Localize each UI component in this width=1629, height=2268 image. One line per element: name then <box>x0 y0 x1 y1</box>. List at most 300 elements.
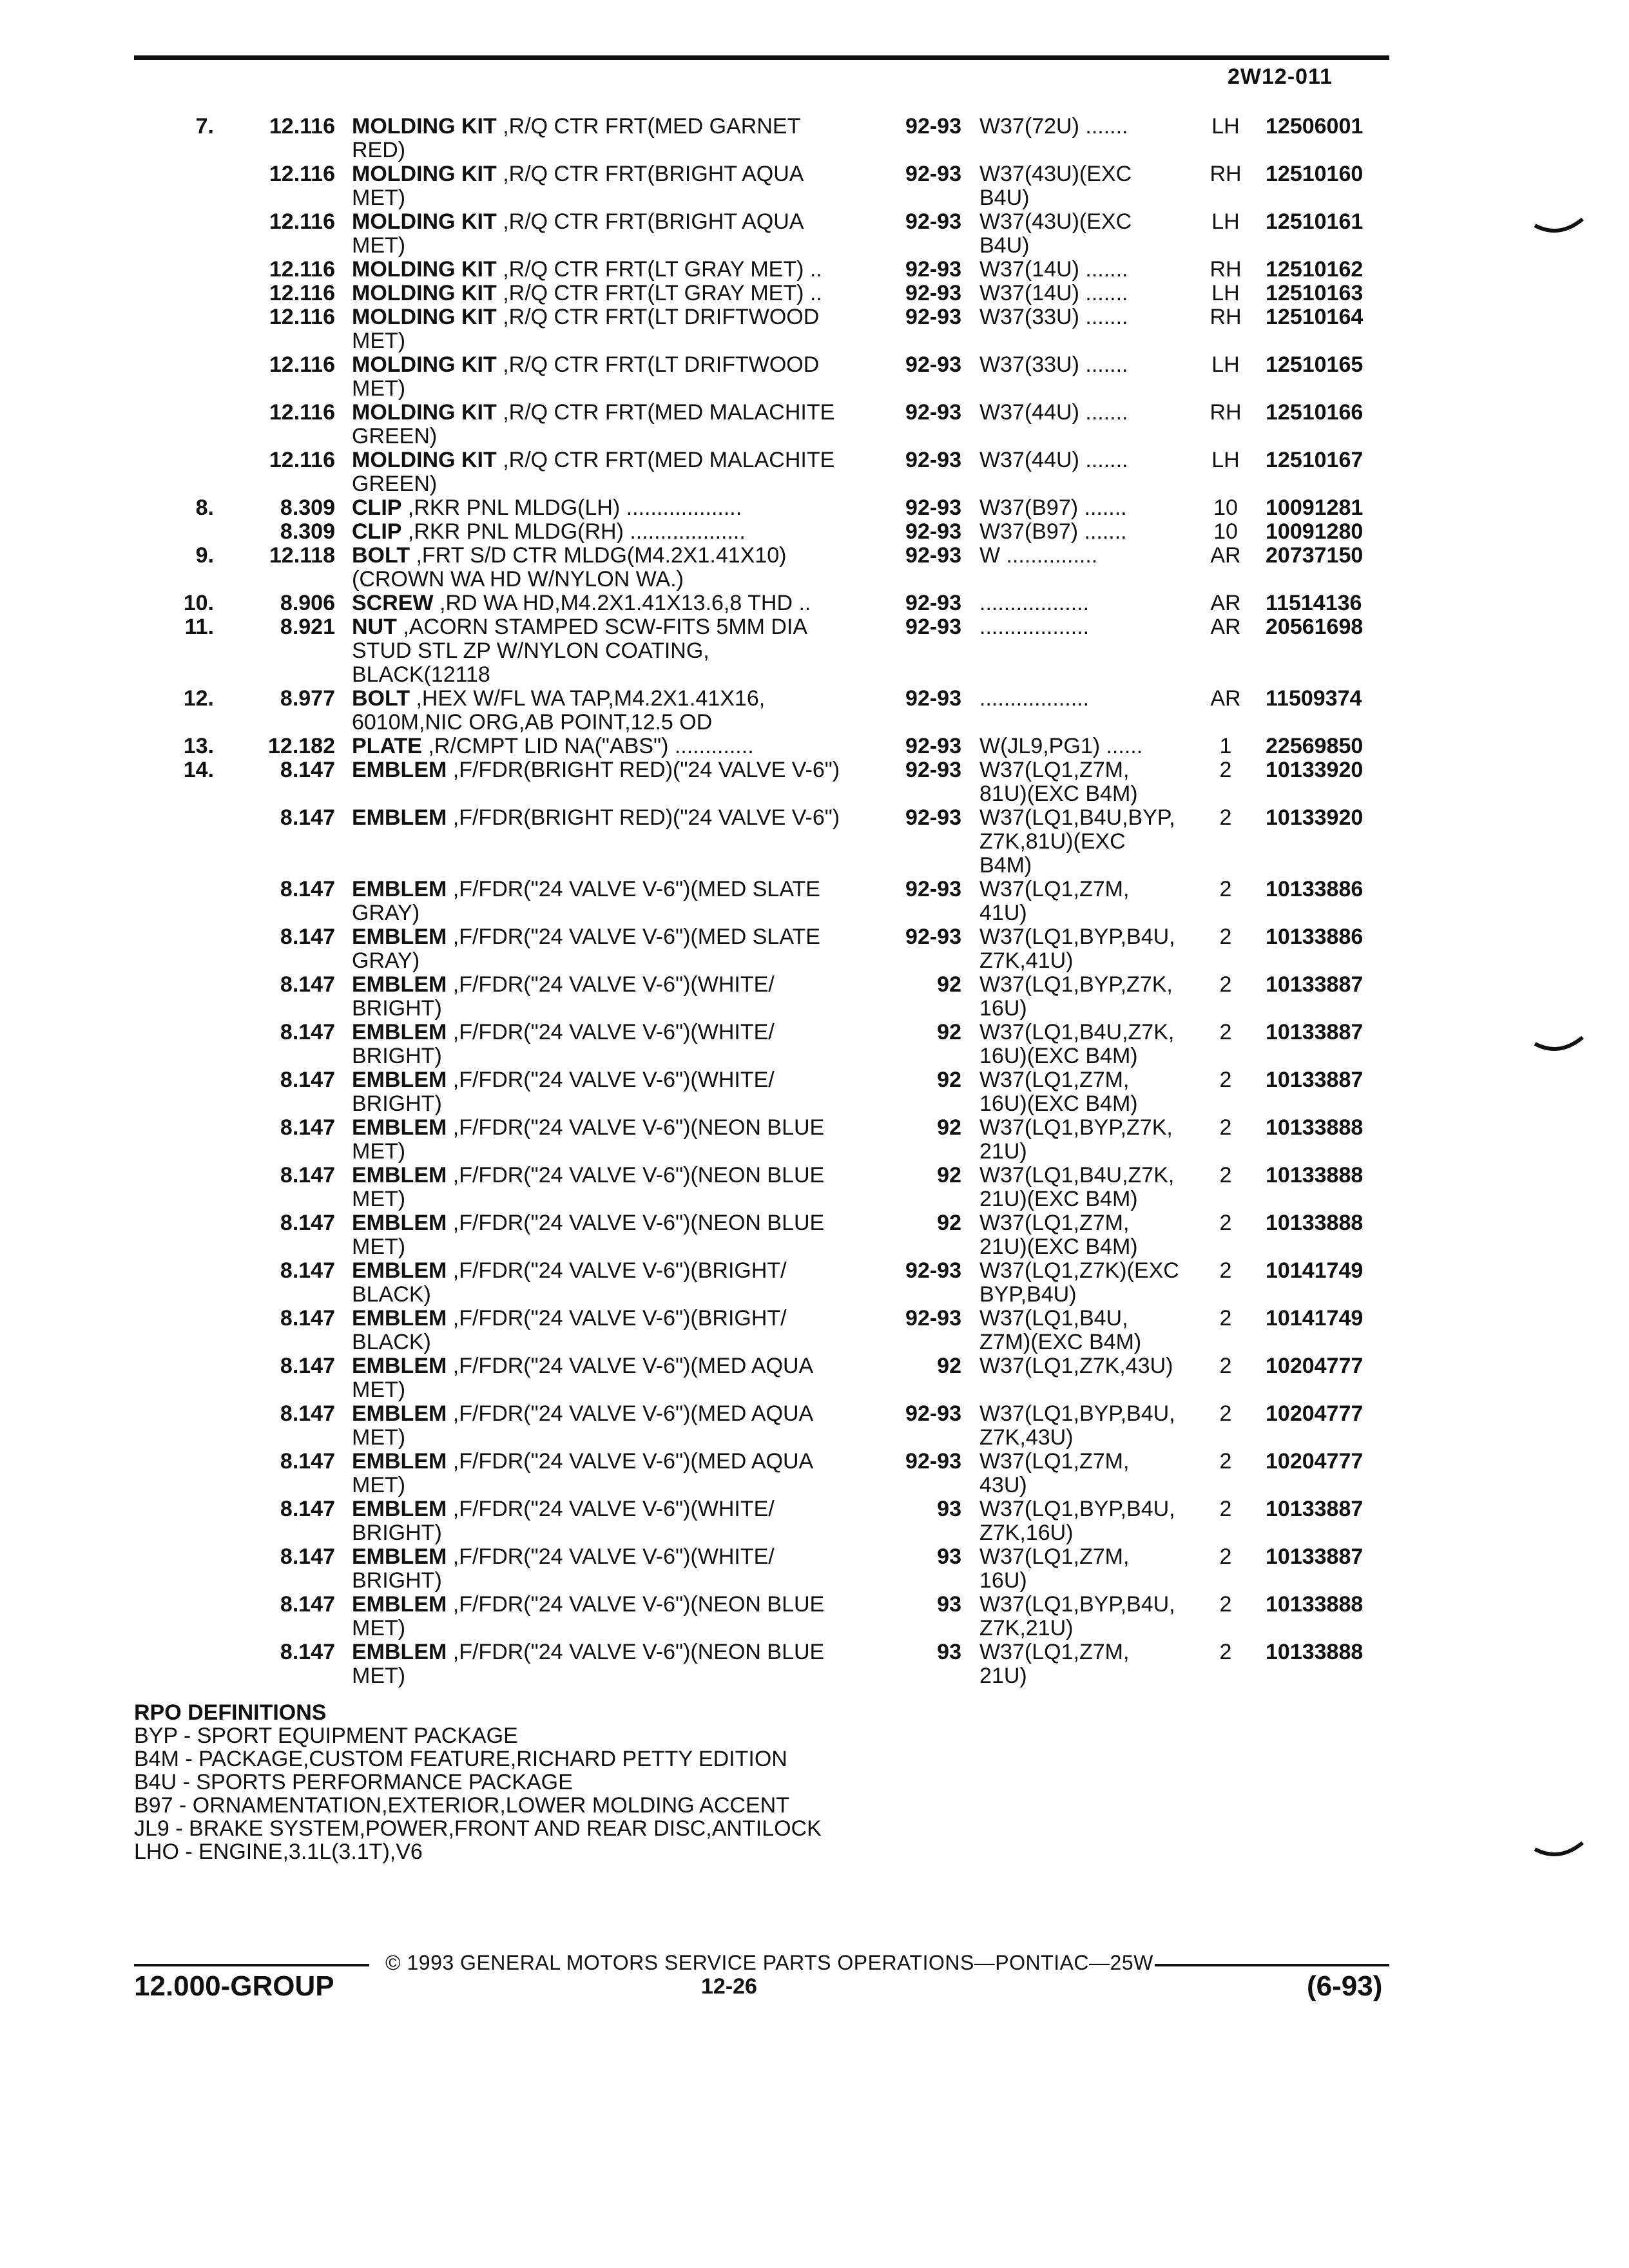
part-description-text: ,F/FDR("24 VALVE V-6")(NEON BLUE MET) <box>352 1640 825 1688</box>
item-number: 12. <box>183 686 214 711</box>
quantity: LH <box>1211 352 1240 377</box>
model-years: 92-93 <box>905 448 961 472</box>
part-description <box>352 1116 875 1164</box>
model-years: 92 <box>937 1115 961 1140</box>
part-row <box>0 615 1629 687</box>
group-number: 8.147 <box>280 925 335 949</box>
part-row <box>0 1450 1629 1497</box>
group-number: 8.147 <box>280 758 335 782</box>
part-row <box>0 1640 1629 1688</box>
part-description-text: ,RKR PNL MLDG(RH) ................... <box>401 519 746 544</box>
usage-code: W(JL9,PG1) ...... <box>979 734 1143 758</box>
model-years: 92-93 <box>905 114 961 139</box>
part-name: EMBLEM <box>352 972 447 997</box>
usage-code: W37(LQ1,Z7M, 16U) <box>979 1544 1130 1593</box>
group-number: 12.182 <box>268 734 335 758</box>
usage-code: W37(33U) ....... <box>979 352 1128 377</box>
model-years: 92 <box>937 1068 961 1092</box>
usage-code: W37(LQ1,Z7K,43U) <box>979 1354 1173 1378</box>
part-name: MOLDING KIT <box>352 281 497 305</box>
group-number: 12.118 <box>269 543 335 568</box>
usage-code: W37(B97) ....... <box>979 519 1127 544</box>
part-description-text: ,F/FDR("24 VALVE V-6")(NEON BLUE MET) <box>352 1115 825 1164</box>
part-number: 12510164 <box>1266 305 1364 329</box>
part-name: EMBLEM <box>352 1068 447 1092</box>
part-name: CLIP <box>352 495 402 520</box>
group-number: 8.147 <box>280 972 335 997</box>
rpo-item: LHO - ENGINE,3.1L(3.1T),V6 <box>134 1840 423 1864</box>
part-description-text: ,F/FDR(BRIGHT RED)("24 VALVE V-6") <box>447 758 840 782</box>
part-description <box>352 1497 875 1545</box>
quantity: 10 <box>1213 495 1238 520</box>
part-description <box>352 925 875 973</box>
part-description <box>352 448 875 496</box>
scan-mark-icon <box>1534 213 1585 238</box>
model-years: 92-93 <box>905 543 961 568</box>
part-number: 20737150 <box>1266 543 1364 568</box>
part-description <box>352 615 875 687</box>
rpo-item: B97 - ORNAMENTATION,EXTERIOR,LOWER MOLDING ACCENT <box>134 1793 789 1818</box>
part-row <box>0 1068 1629 1116</box>
part-description-text: ,F/FDR("24 VALVE V-6")(MED AQUA MET) <box>352 1354 814 1402</box>
part-description-text: ,HEX W/FL WA TAP,M4.2X1.41X16, 6010M,NIC ORG,AB POINT,12.5 OD <box>352 686 766 735</box>
group-number: 8.309 <box>280 519 335 544</box>
part-description-text: ,F/FDR("24 VALVE V-6")(WHITE/ BRIGHT) <box>352 1497 775 1545</box>
group-number: 8.147 <box>280 1258 335 1283</box>
part-description <box>352 115 875 162</box>
group-number: 8.147 <box>280 1163 335 1187</box>
part-description <box>352 1211 875 1259</box>
part-description <box>352 401 875 448</box>
part-name: EMBLEM <box>352 1020 447 1044</box>
usage-code: W37(LQ1,B4U,BYP, Z7K,81U)(EXC B4M) <box>979 805 1175 878</box>
usage-code: W37(LQ1,Z7M, 43U) <box>979 1449 1130 1497</box>
part-description-text: ,ACORN STAMPED SCW-FITS 5MM DIA STUD STL ZP W/NYLON COATING, BLACK(12118 <box>352 615 808 687</box>
group-number: 8.977 <box>280 686 335 711</box>
quantity: RH <box>1210 400 1242 425</box>
item-number: 13. <box>183 734 214 758</box>
part-description-text: ,RKR PNL MLDG(LH) ................... <box>401 495 742 520</box>
group-label: 12.000-GROUP <box>134 1970 334 2002</box>
item-number: 7. <box>195 114 214 139</box>
part-row <box>0 448 1629 496</box>
group-number: 8.147 <box>280 1115 335 1140</box>
model-years: 93 <box>937 1497 961 1521</box>
part-number: 12510163 <box>1266 281 1364 305</box>
part-name: EMBLEM <box>352 1497 447 1521</box>
part-description <box>352 1354 875 1402</box>
group-number: 8.147 <box>280 1211 335 1235</box>
part-number: 10133888 <box>1266 1115 1364 1140</box>
part-number: 10133920 <box>1266 758 1364 782</box>
part-description <box>352 210 875 258</box>
part-description <box>352 1068 875 1116</box>
part-description <box>352 735 875 758</box>
part-row <box>0 162 1629 210</box>
part-description-text: ,F/FDR("24 VALVE V-6")(MED SLATE GRAY) <box>352 877 820 925</box>
model-years: 92-93 <box>905 281 961 305</box>
part-description-text: ,F/FDR("24 VALVE V-6")(WHITE/ BRIGHT) <box>352 1020 775 1068</box>
part-row <box>0 401 1629 448</box>
usage-code: W37(72U) ....... <box>979 114 1128 139</box>
model-years: 92 <box>937 1211 961 1235</box>
part-row <box>0 1545 1629 1593</box>
part-name: SCREW <box>352 591 434 615</box>
group-number: 8.147 <box>280 1449 335 1474</box>
rpo-item: B4M - PACKAGE,CUSTOM FEATURE,RICHARD PETTY EDITION <box>134 1747 787 1771</box>
part-row <box>0 758 1629 806</box>
part-name: BOLT <box>352 543 410 568</box>
part-name: MOLDING KIT <box>352 209 497 234</box>
part-description-text: ,F/FDR("24 VALVE V-6")(MED SLATE GRAY) <box>352 925 820 973</box>
rpo-title: RPO DEFINITIONS <box>134 1700 327 1725</box>
part-description <box>352 353 875 401</box>
usage-code: W37(LQ1,Z7M, 41U) <box>979 877 1130 925</box>
part-description-text: ,R/Q CTR FRT(MED GARNET RED) <box>352 114 801 162</box>
part-row <box>0 1259 1629 1307</box>
usage-code: W37(44U) ....... <box>979 448 1128 472</box>
model-years: 92-93 <box>905 209 961 234</box>
part-number: 10141749 <box>1266 1306 1364 1331</box>
model-years: 92-93 <box>905 305 961 329</box>
quantity: LH <box>1211 448 1240 472</box>
part-description-text: ,F/FDR("24 VALVE V-6")(WHITE/ BRIGHT) <box>352 1544 775 1593</box>
quantity: 2 <box>1219 1115 1232 1140</box>
part-row <box>0 115 1629 162</box>
usage-code: W37(LQ1,BYP,B4U, Z7K,43U) <box>979 1401 1175 1450</box>
quantity: 2 <box>1219 877 1232 901</box>
part-description <box>352 162 875 210</box>
part-description <box>352 878 875 925</box>
usage-code: W37(LQ1,Z7M, 81U)(EXC B4M) <box>979 758 1138 806</box>
part-row <box>0 806 1629 878</box>
part-number: 12510162 <box>1266 257 1364 282</box>
part-description <box>352 973 875 1021</box>
part-name: EMBLEM <box>352 1163 447 1187</box>
part-description-text: ,F/FDR("24 VALVE V-6")(NEON BLUE MET) <box>352 1163 825 1211</box>
part-row <box>0 520 1629 544</box>
quantity: 2 <box>1219 1068 1232 1092</box>
group-number: 8.147 <box>280 1306 335 1331</box>
part-row <box>0 1021 1629 1068</box>
quantity: 2 <box>1219 1640 1232 1664</box>
part-description-text: ,F/FDR("24 VALVE V-6")(NEON BLUE MET) <box>352 1592 825 1640</box>
quantity: AR <box>1210 543 1241 568</box>
part-number: 11514136 <box>1266 591 1362 615</box>
part-row <box>0 544 1629 591</box>
quantity: LH <box>1211 209 1240 234</box>
part-row <box>0 1402 1629 1450</box>
part-description-text: ,F/FDR("24 VALVE V-6")(MED AQUA MET) <box>352 1401 814 1450</box>
part-name: CLIP <box>352 519 402 544</box>
part-row <box>0 1116 1629 1164</box>
part-name: MOLDING KIT <box>352 257 497 282</box>
part-row <box>0 353 1629 401</box>
usage-code: W37(LQ1,B4U,Z7K, 21U)(EXC B4M) <box>979 1163 1175 1211</box>
group-number: 8.147 <box>280 1497 335 1521</box>
quantity: LH <box>1211 114 1240 139</box>
model-years: 92-93 <box>905 495 961 520</box>
group-number: 8.147 <box>280 1354 335 1378</box>
part-number: 10091280 <box>1266 519 1364 544</box>
part-description-text: ,R/Q CTR FRT(BRIGHT AQUA MET) <box>352 209 804 258</box>
quantity: 2 <box>1219 1449 1232 1474</box>
quantity: 2 <box>1219 1258 1232 1283</box>
part-description-text: ,R/Q CTR FRT(LT GRAY MET) .. <box>496 281 822 305</box>
part-description <box>352 520 875 544</box>
quantity: RH <box>1210 162 1242 186</box>
part-description <box>352 1402 875 1450</box>
quantity: 10 <box>1213 519 1238 544</box>
part-name: MOLDING KIT <box>352 162 497 186</box>
part-number: 20561698 <box>1266 615 1364 639</box>
copyright-notice: © 1993 GENERAL MOTORS SERVICE PARTS OPERATIONS—PONTIAC—25W <box>385 1951 1153 1974</box>
part-description <box>352 258 875 282</box>
model-years: 92-93 <box>905 519 961 544</box>
part-name: EMBLEM <box>352 758 447 782</box>
part-number: 10133887 <box>1266 1497 1364 1521</box>
item-number: 8. <box>195 495 214 520</box>
part-number: 12510161 <box>1266 209 1364 234</box>
usage-code: W37(LQ1,Z7M, 21U) <box>979 1640 1130 1688</box>
part-row <box>0 305 1629 353</box>
quantity: 2 <box>1219 1211 1232 1235</box>
part-description-text: ,R/Q CTR FRT(MED MALACHITE GREEN) <box>352 400 835 448</box>
part-name: MOLDING KIT <box>352 400 497 425</box>
model-years: 92-93 <box>905 686 961 711</box>
model-years: 92 <box>937 1354 961 1378</box>
part-number: 10133888 <box>1266 1592 1364 1617</box>
quantity: 2 <box>1219 1497 1232 1521</box>
part-description <box>352 758 875 782</box>
usage-code: .................. <box>979 686 1090 711</box>
part-number: 10133887 <box>1266 972 1364 997</box>
part-row <box>0 210 1629 258</box>
part-name: EMBLEM <box>352 1306 447 1331</box>
footer-rule-right <box>1155 1964 1389 1966</box>
part-description <box>352 591 875 615</box>
quantity: LH <box>1211 281 1240 305</box>
part-name: EMBLEM <box>352 1401 447 1426</box>
group-number: 8.147 <box>280 1020 335 1044</box>
usage-code: W37(14U) ....... <box>979 257 1128 282</box>
part-description-text: ,R/Q CTR FRT(MED MALACHITE GREEN) <box>352 448 835 496</box>
part-number: 10204777 <box>1266 1401 1364 1426</box>
model-years: 92-93 <box>905 400 961 425</box>
part-row <box>0 1164 1629 1211</box>
group-number: 8.147 <box>280 1401 335 1426</box>
part-number: 12510167 <box>1266 448 1364 472</box>
part-number: 10133888 <box>1266 1211 1364 1235</box>
quantity: AR <box>1210 615 1241 639</box>
group-number: 8.309 <box>280 495 335 520</box>
revision-date: (6-93) <box>1307 1970 1383 2002</box>
part-description-text: ,F/FDR("24 VALVE V-6")(WHITE/ BRIGHT) <box>352 1068 775 1116</box>
usage-code: W37(LQ1,BYP,B4U, Z7K,41U) <box>979 925 1175 973</box>
part-number: 10133888 <box>1266 1640 1364 1664</box>
group-number: 8.906 <box>280 591 335 615</box>
group-number: 12.116 <box>269 209 335 234</box>
usage-code: W37(LQ1,BYP,Z7K, 21U) <box>979 1115 1173 1164</box>
model-years: 92-93 <box>905 1449 961 1474</box>
item-number: 11. <box>184 615 214 639</box>
scan-mark-icon <box>1534 1836 1585 1862</box>
part-description-text: ,R/Q CTR FRT(LT DRIFTWOOD MET) <box>352 305 820 353</box>
part-number: 12510166 <box>1266 400 1364 425</box>
model-years: 92 <box>937 1163 961 1187</box>
quantity: 2 <box>1219 925 1232 949</box>
part-description-text: ,R/Q CTR FRT(LT GRAY MET) .. <box>496 257 822 282</box>
usage-code: W37(43U)(EXC B4U) <box>979 162 1132 210</box>
model-years: 93 <box>937 1592 961 1617</box>
group-number: 12.116 <box>269 400 335 425</box>
rpo-item: JL9 - BRAKE SYSTEM,POWER,FRONT AND REAR DISC,ANTILOCK <box>134 1816 822 1841</box>
part-name: MOLDING KIT <box>352 352 497 377</box>
part-name: EMBLEM <box>352 1258 447 1283</box>
part-description-text: ,F/FDR("24 VALVE V-6")(MED AQUA MET) <box>352 1449 814 1497</box>
usage-code: .................. <box>979 591 1090 615</box>
group-number: 8.147 <box>280 1068 335 1092</box>
group-number: 12.116 <box>269 114 335 139</box>
usage-code: W37(B97) ....... <box>979 495 1127 520</box>
part-number: 10133886 <box>1266 877 1364 901</box>
part-number: 10204777 <box>1266 1449 1364 1474</box>
group-number: 8.147 <box>280 1640 335 1664</box>
usage-code: W37(LQ1,Z7M, 21U)(EXC B4M) <box>979 1211 1138 1259</box>
part-row <box>0 878 1629 925</box>
part-row <box>0 591 1629 615</box>
part-row <box>0 1497 1629 1545</box>
model-years: 92-93 <box>905 1401 961 1426</box>
group-number: 8.147 <box>280 877 335 901</box>
model-years: 92 <box>937 1020 961 1044</box>
part-name: NUT <box>352 615 397 639</box>
part-row <box>0 973 1629 1021</box>
rpo-definitions <box>134 1701 822 1863</box>
usage-code: .................. <box>979 615 1090 639</box>
part-name: MOLDING KIT <box>352 114 497 139</box>
usage-code: W37(LQ1,B4U, Z7M)(EXC B4M) <box>979 1306 1142 1354</box>
part-row <box>0 1211 1629 1259</box>
quantity: 2 <box>1219 1544 1232 1569</box>
part-description <box>352 1450 875 1497</box>
part-description <box>352 1307 875 1354</box>
part-name: EMBLEM <box>352 1544 447 1569</box>
part-description <box>352 1259 875 1307</box>
usage-code: W37(LQ1,Z7K)(EXC BYP,B4U) <box>979 1258 1179 1307</box>
model-years: 92-93 <box>905 257 961 282</box>
quantity: 1 <box>1219 734 1232 758</box>
item-number: 14. <box>183 758 214 782</box>
part-number: 10141749 <box>1266 1258 1364 1283</box>
model-years: 92-93 <box>905 877 961 901</box>
part-row <box>0 282 1629 305</box>
model-years: 92-93 <box>905 758 961 782</box>
part-description-text: ,F/FDR("24 VALVE V-6")(WHITE/ BRIGHT) <box>352 972 775 1021</box>
group-number: 8.147 <box>280 805 335 830</box>
quantity: AR <box>1210 591 1241 615</box>
model-years: 93 <box>937 1640 961 1664</box>
page-code: 2W12-011 <box>1228 64 1333 89</box>
part-row <box>0 496 1629 520</box>
part-number: 10133887 <box>1266 1020 1364 1044</box>
rpo-item: B4U - SPORTS PERFORMANCE PACKAGE <box>134 1770 573 1794</box>
part-row <box>0 687 1629 735</box>
part-number: 10133888 <box>1266 1163 1364 1187</box>
part-description <box>352 1593 875 1640</box>
group-number: 12.116 <box>269 448 335 472</box>
part-number: 10204777 <box>1266 1354 1364 1378</box>
part-row <box>0 735 1629 758</box>
model-years: 92-93 <box>905 1306 961 1331</box>
part-name: EMBLEM <box>352 1115 447 1140</box>
usage-code: W37(LQ1,Z7M, 16U)(EXC B4M) <box>979 1068 1138 1116</box>
part-row <box>0 1593 1629 1640</box>
quantity: 2 <box>1219 1592 1232 1617</box>
model-years: 92-93 <box>905 615 961 639</box>
part-name: BOLT <box>352 686 410 711</box>
model-years: 92-93 <box>905 352 961 377</box>
part-name: EMBLEM <box>352 1640 447 1664</box>
model-years: 92 <box>937 972 961 997</box>
part-description <box>352 282 875 305</box>
quantity: RH <box>1210 257 1242 282</box>
part-number: 10133886 <box>1266 925 1364 949</box>
scan-mark-icon <box>1534 1031 1585 1057</box>
quantity: 2 <box>1219 805 1232 830</box>
part-number: 12510165 <box>1266 352 1364 377</box>
part-name: EMBLEM <box>352 1354 447 1378</box>
quantity: 2 <box>1219 758 1232 782</box>
part-row <box>0 258 1629 282</box>
part-description-text: ,RD WA HD,M4.2X1.41X13.6,8 THD .. <box>433 591 811 615</box>
model-years: 93 <box>937 1544 961 1569</box>
usage-code: W37(LQ1,B4U,Z7K, 16U)(EXC B4M) <box>979 1020 1175 1068</box>
part-number: 12506001 <box>1266 114 1364 139</box>
page-number: 12-26 <box>701 1974 757 1999</box>
part-row <box>0 925 1629 973</box>
part-name: MOLDING KIT <box>352 305 497 329</box>
part-name: EMBLEM <box>352 805 447 830</box>
part-name: PLATE <box>352 734 422 758</box>
part-name: EMBLEM <box>352 925 447 949</box>
quantity: 2 <box>1219 1163 1232 1187</box>
part-description <box>352 496 875 520</box>
part-description-text: ,F/FDR("24 VALVE V-6")(NEON BLUE MET) <box>352 1211 825 1259</box>
group-number: 8.921 <box>280 615 335 639</box>
part-description-text: ,R/CMPT LID NA("ABS") ............. <box>421 734 754 758</box>
part-name: MOLDING KIT <box>352 448 497 472</box>
part-description-text: ,R/Q CTR FRT(LT DRIFTWOOD MET) <box>352 352 820 401</box>
group-number: 12.116 <box>269 352 335 377</box>
usage-code: W37(LQ1,BYP,Z7K, 16U) <box>979 972 1173 1021</box>
group-number: 12.116 <box>269 281 335 305</box>
footer-rule-left <box>134 1964 369 1966</box>
part-description <box>352 687 875 735</box>
part-description-text: ,FRT S/D CTR MLDG(M4.2X1.41X10) (CROWN WA HD W/NYLON WA.) <box>352 543 787 591</box>
part-number: 10133887 <box>1266 1068 1364 1092</box>
part-number: 11509374 <box>1266 686 1362 711</box>
group-number: 8.147 <box>280 1592 335 1617</box>
quantity: 2 <box>1219 1401 1232 1426</box>
part-description-text: ,F/FDR(BRIGHT RED)("24 VALVE V-6") <box>447 805 840 830</box>
part-description <box>352 305 875 353</box>
part-number: 10133920 <box>1266 805 1364 830</box>
part-description <box>352 1021 875 1068</box>
part-description-text: ,F/FDR("24 VALVE V-6")(BRIGHT/ BLACK) <box>352 1258 787 1307</box>
model-years: 92-93 <box>905 734 961 758</box>
part-row <box>0 1307 1629 1354</box>
